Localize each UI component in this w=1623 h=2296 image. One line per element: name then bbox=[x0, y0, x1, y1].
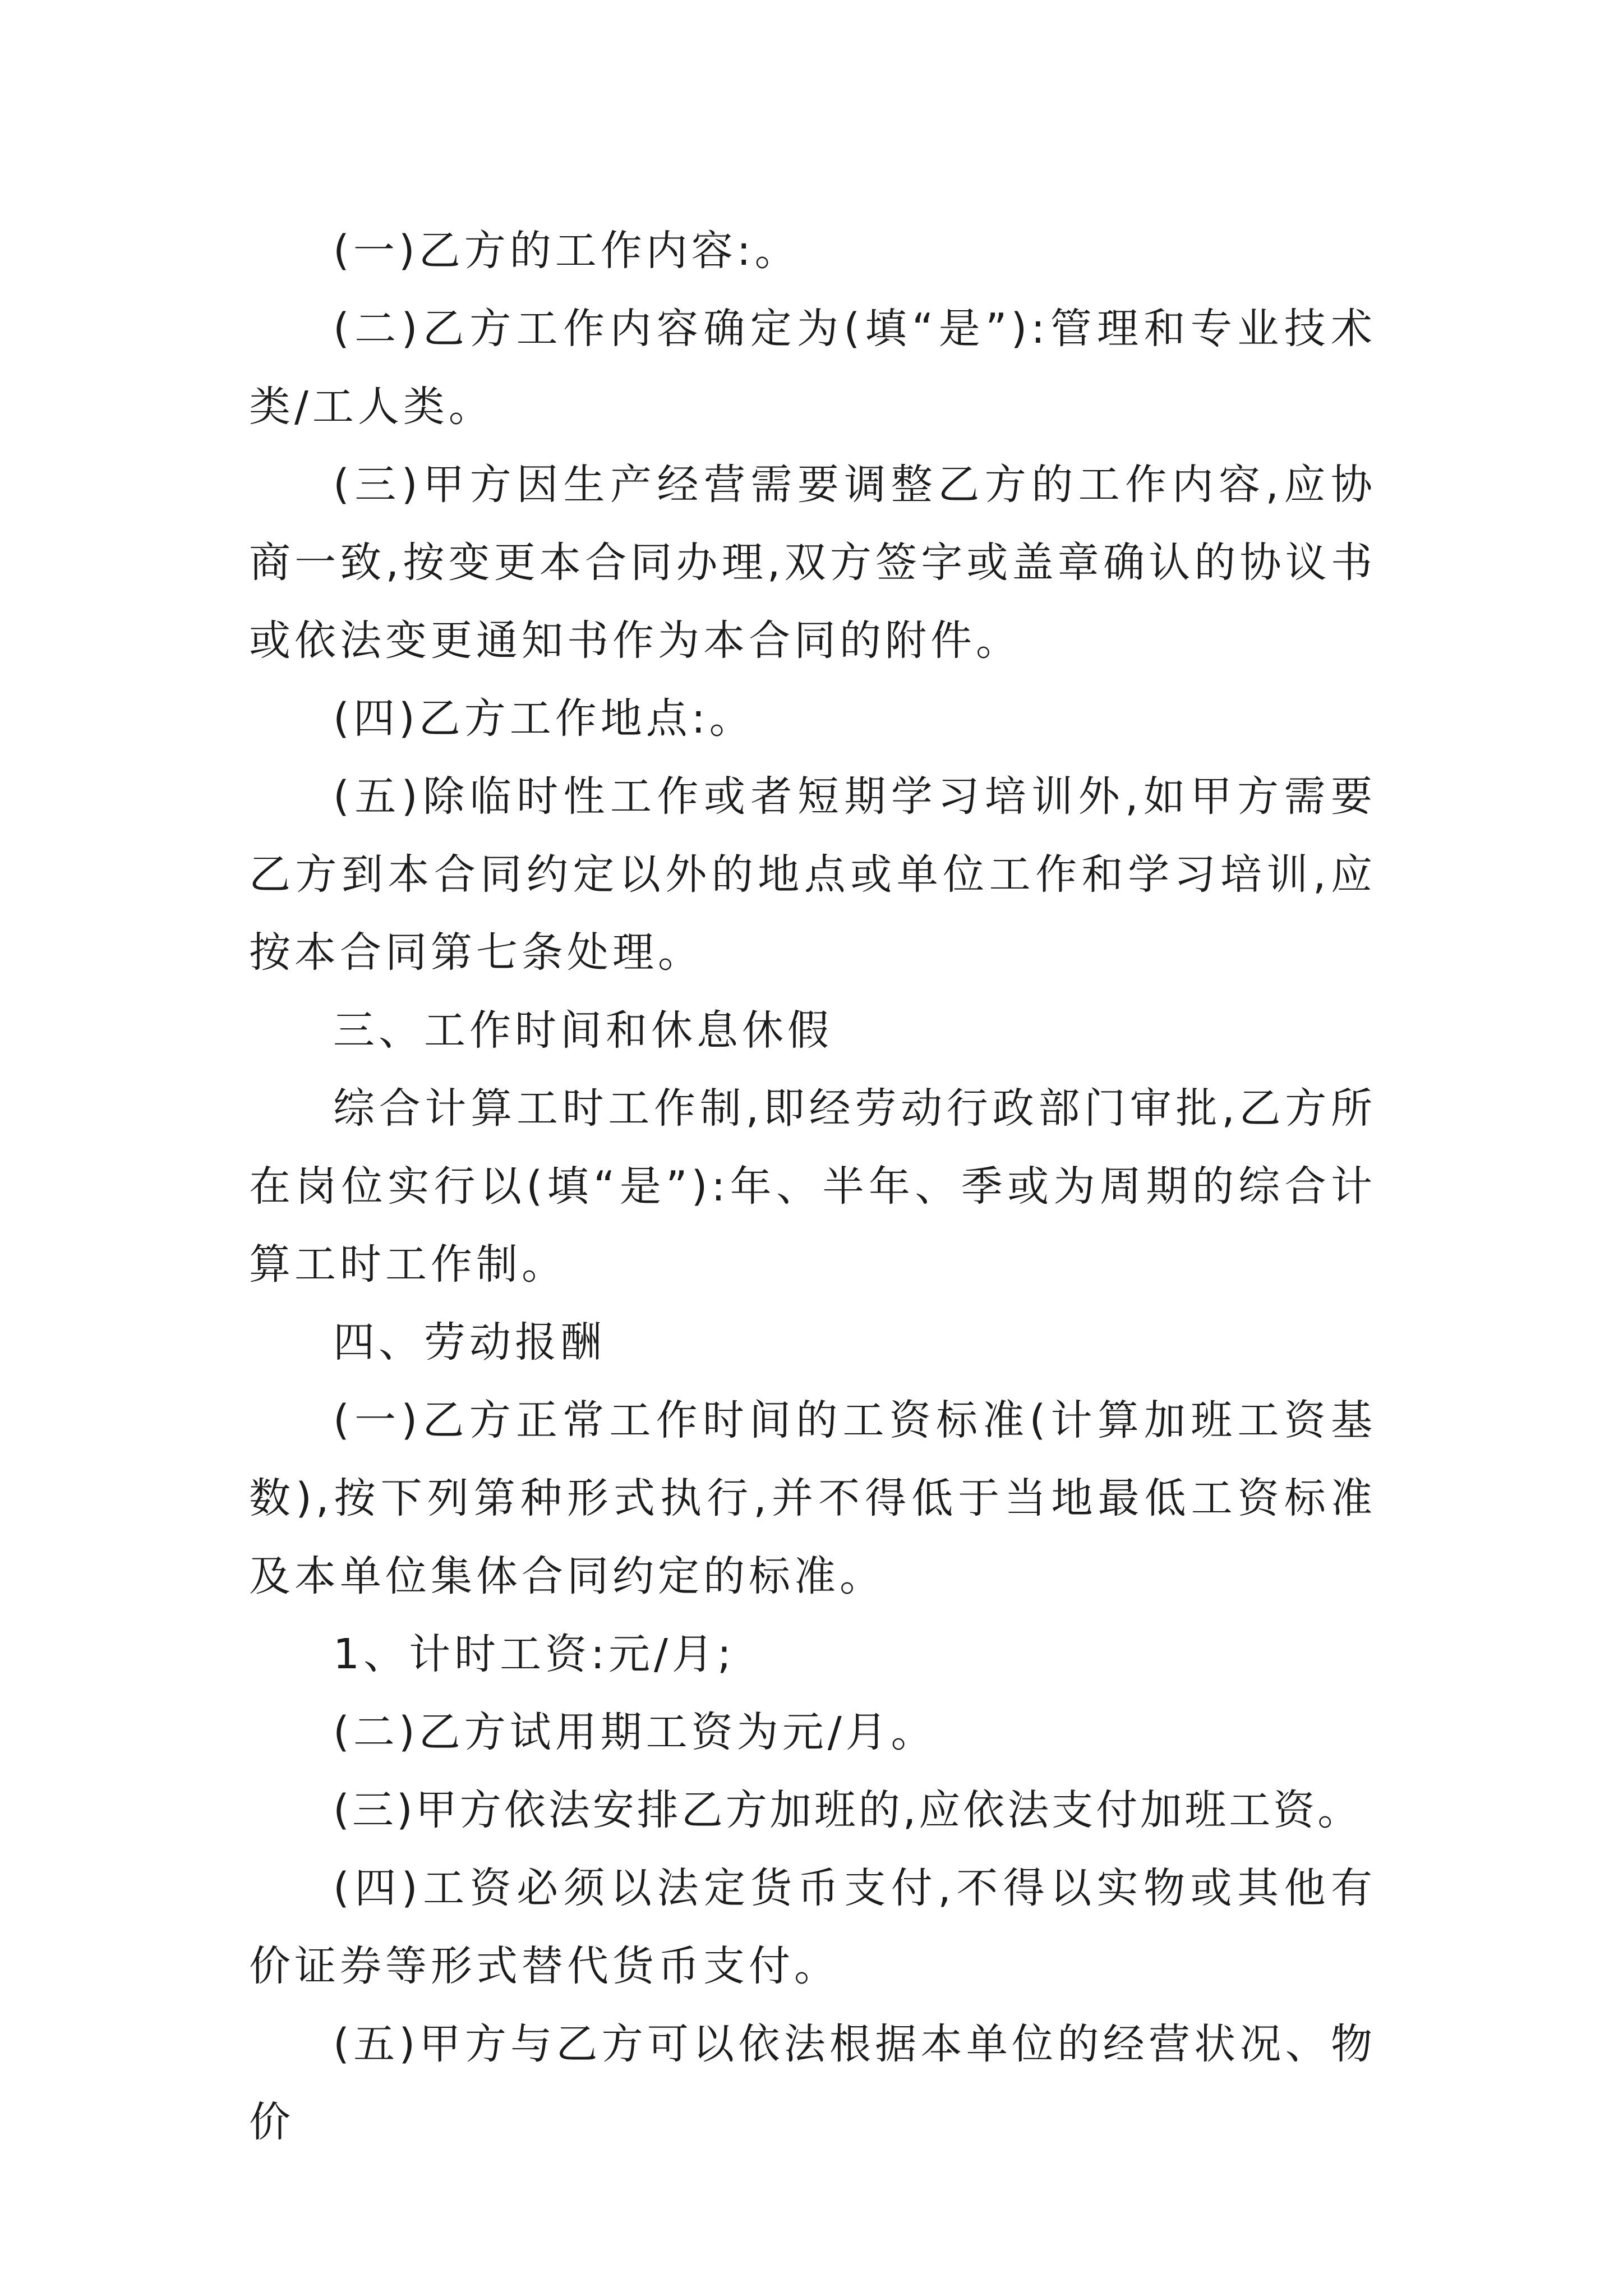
paragraph-adjust-work: (三)甲方因生产经营需要调整乙方的工作内容,应协商一致,按变更本合同办理,双方签字或盖章确认的协议书或依法变更通知书作为本合同的附件。 bbox=[249, 461, 1376, 665]
paragraph-wage-standard: (一)乙方正常工作时间的工资标准(计算加班工资基数),按下列第种形式执行,并不得低于当地最低工资标准及本单位集体合同约定的标准。 bbox=[249, 1396, 1376, 1600]
paragraph-work-hours-system: 综合计算工时工作制,即经劳动行政部门审批,乙方所在岗位实行以(填“是”):年、半年、季或为周期的综合计算工时工作制。 bbox=[249, 1084, 1376, 1289]
paragraph-wage-adjustment: (五)甲方与乙方可以依法根据本单位的经营状况、物价 bbox=[249, 2020, 1376, 2146]
paragraph-legal-tender: (四)工资必须以法定货币支付,不得以实物或其他有价证券等形式替代货币支付。 bbox=[249, 1864, 1376, 1990]
paragraph-hourly-wage: 1、计时工资:元/月; bbox=[333, 1630, 735, 1678]
paragraph-work-location: (四)乙方工作地点:。 bbox=[333, 694, 755, 743]
paragraph-relocation: (五)除临时性工作或者短期学习培训外,如甲方需要乙方到本合同约定以外的地点或单位工作和学习培训,应按本合同第七条处理。 bbox=[249, 772, 1376, 977]
paragraph-work-type: (二)乙方工作内容确定为(填“是”):管理和专业技术类/工人类。 bbox=[249, 305, 1376, 431]
document-body bbox=[249, 212, 1376, 2161]
paragraph-probation-wage: (二)乙方试用期工资为元/月。 bbox=[333, 1708, 937, 1756]
paragraph-overtime-pay: (三)甲方依法安排乙方加班的,应依法支付加班工资。 bbox=[333, 1786, 1362, 1834]
section-heading-work-hours: 三、工作时间和休息休假 bbox=[333, 1006, 833, 1055]
paragraph-work-content: (一)乙方的工作内容:。 bbox=[333, 227, 800, 275]
section-heading-remuneration: 四、劳动报酬 bbox=[333, 1318, 606, 1366]
